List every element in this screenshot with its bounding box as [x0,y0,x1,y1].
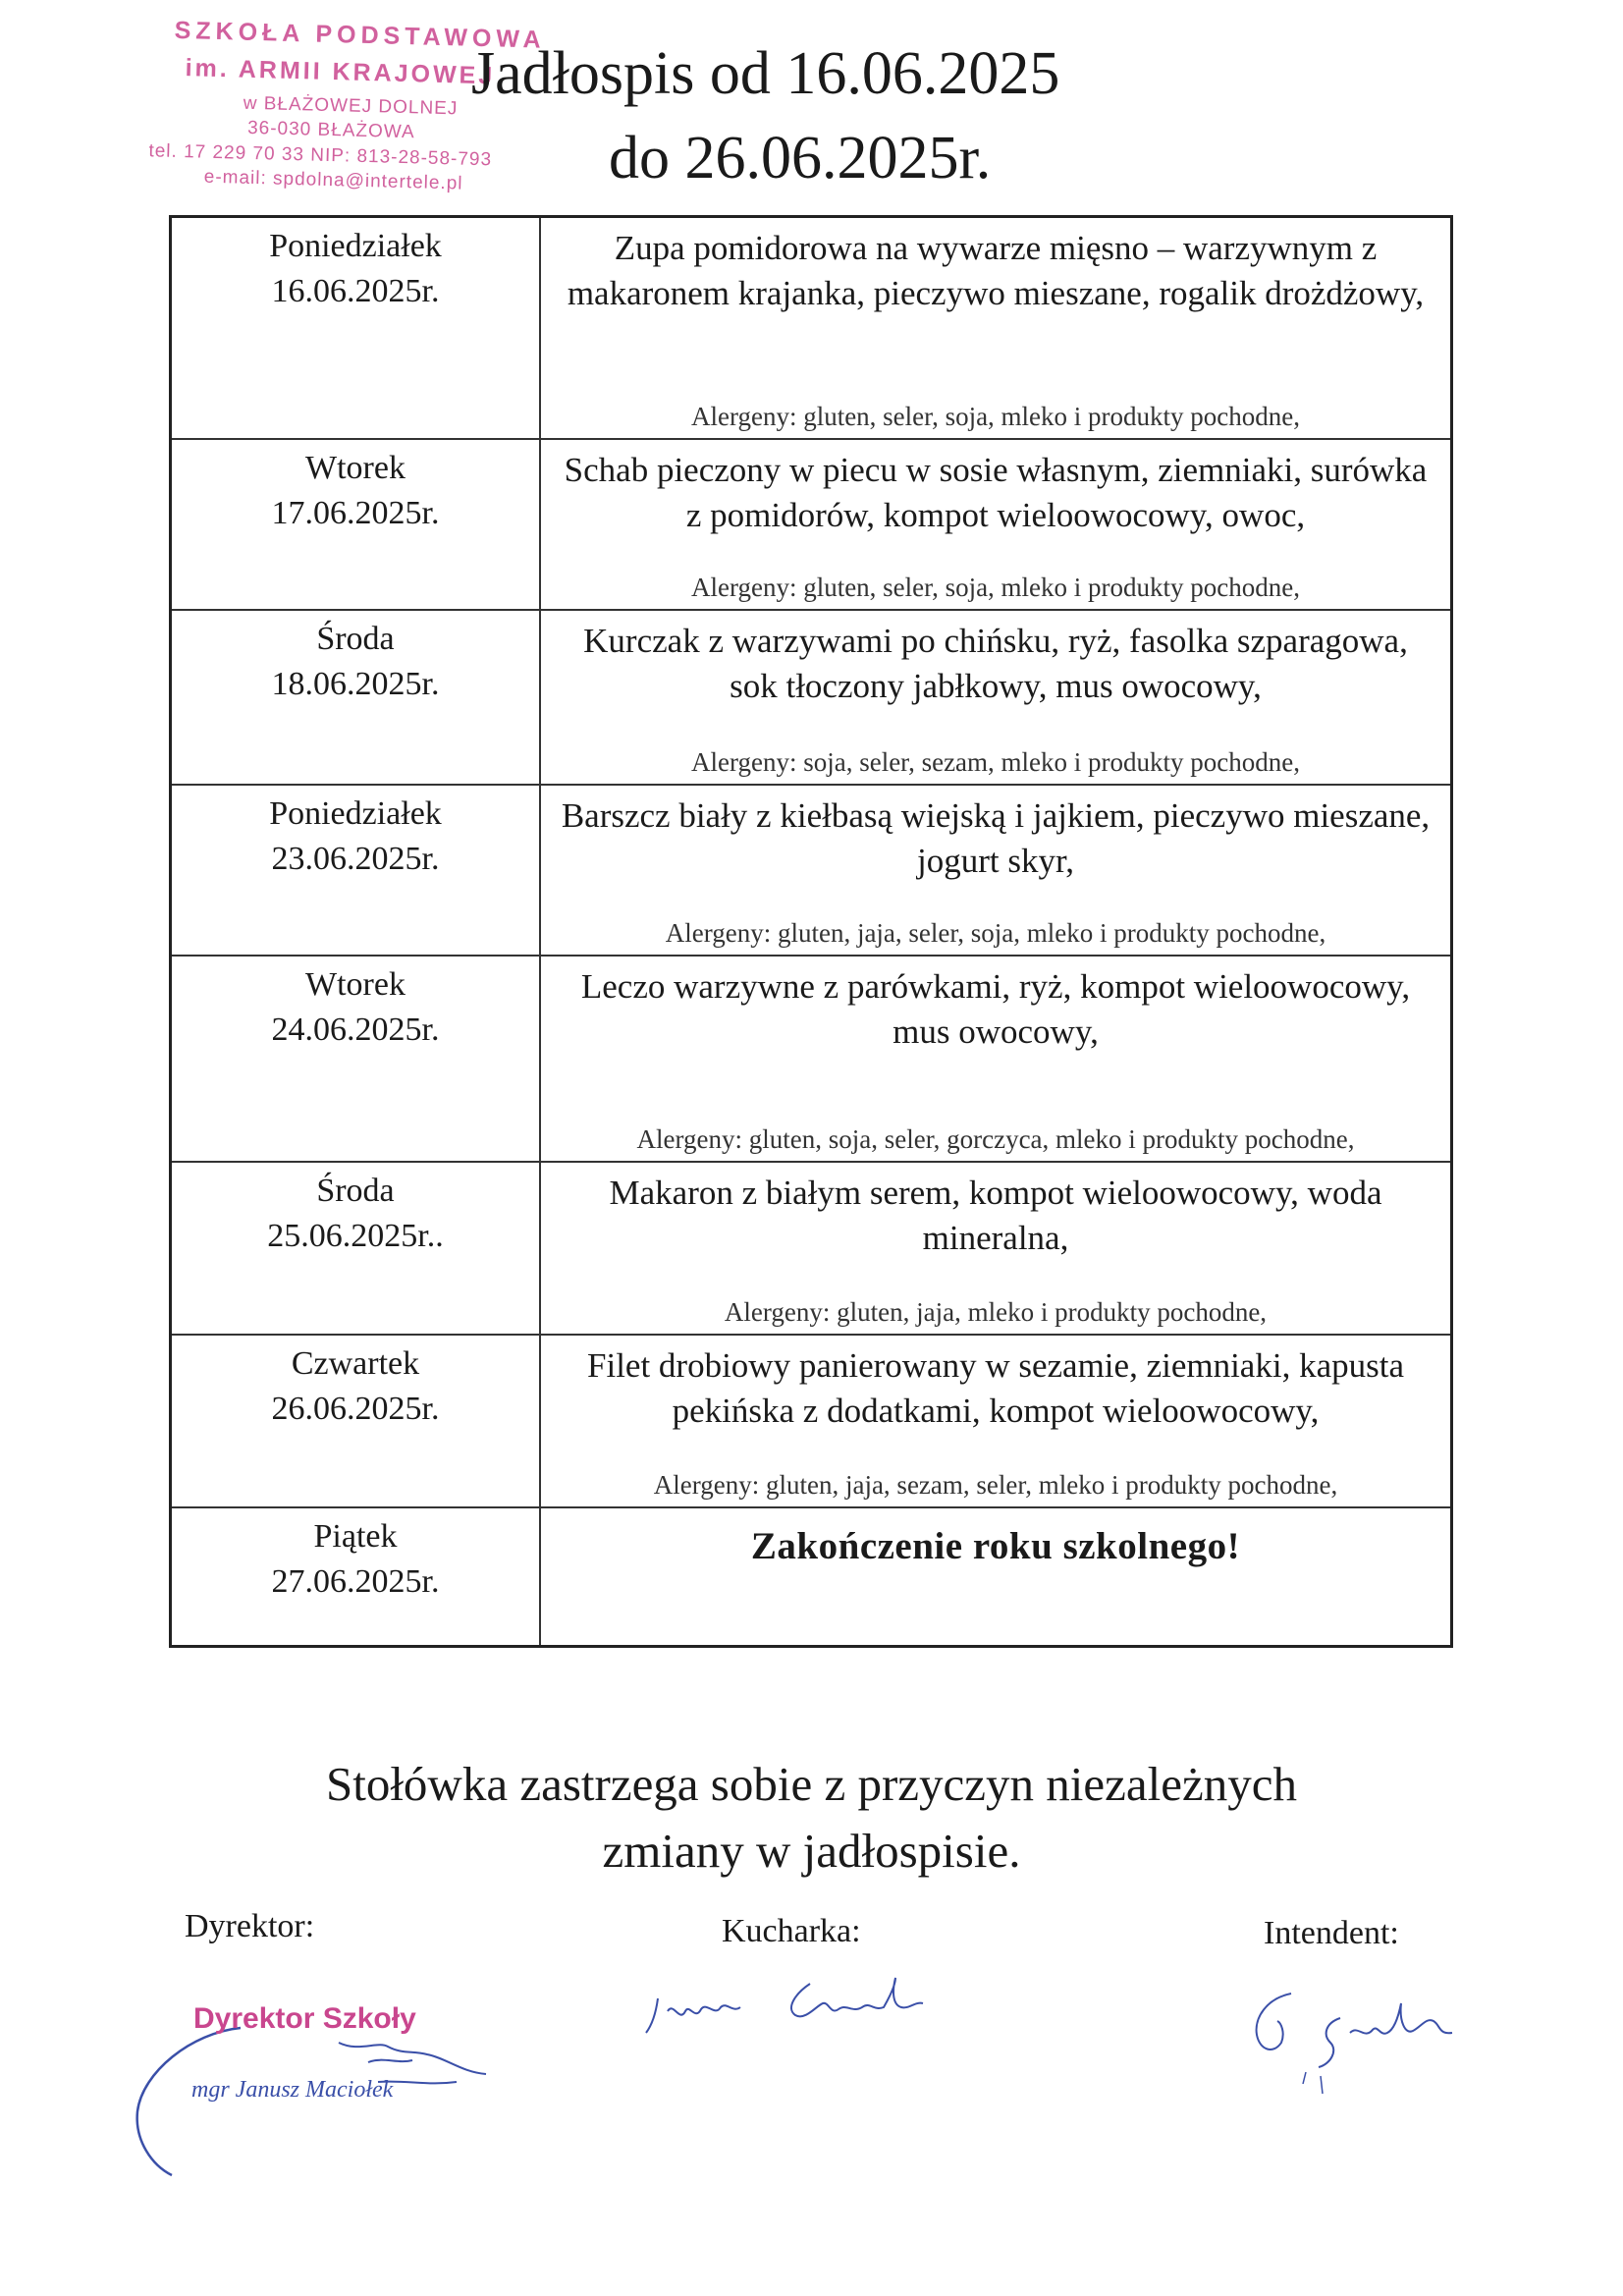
dish-description: Leczo warzywne z parówkami, ryż, kompot wieloowocowy, mus owocowy, [580,966,1411,1051]
day-name: Poniedziałek [269,228,442,264]
day-cell [171,1162,541,1335]
allergens-text: Alergeny: gluten, soja, seler, gorczyca, mleko i produkty pochodne, [636,1123,1355,1154]
dish-description: Schab pieczony w piecu w sosie własnym, ziemniaki, surówka z pomidorów, kompot wieloowocowy, owoc, [564,450,1428,534]
stamp-line-email: e-mail: spdolna@intertele.pl [203,166,463,194]
day-date: 23.06.2025r. [271,840,440,877]
day-name: Środa [316,1172,395,1209]
allergens-text: Alergeny: gluten, jaja, seler, soja, mleko i produkty pochodne, [665,917,1326,948]
director-signature-icon [133,1984,525,2180]
dish-cell [540,610,1452,785]
dish-cell [540,956,1452,1162]
dish-description: Zupa pomidorowa na wywarze mięsno – warzywnym z makaronem krajanka, pieczywo mieszane, rogalik drożdżowy, [567,229,1425,312]
menu-row [171,439,1452,610]
day-date: 25.06.2025r.. [267,1217,444,1254]
dish-cell [540,217,1452,439]
menu-row [171,956,1452,1162]
day-date: 18.06.2025r. [271,665,440,702]
day-name: Wtorek [305,965,406,1003]
page-title-line1: Jadłospis od 16.06.2025 [471,40,1060,107]
allergens-text: Alergeny: gluten, seler, soja, mleko i produkty pochodne, [690,572,1301,602]
allergens-text: Alergeny: gluten, jaja, mleko i produkty pochodne, [724,1296,1268,1327]
day-date: 17.06.2025r. [271,494,440,531]
stamp-line-postcode: 36-030 BŁAŻOWA [246,117,415,143]
day-cell [171,1507,541,1647]
day-name: Czwartek [291,1344,420,1382]
allergens-text: Alergeny: soja, seler, sezam, mleko i produkty pochodne, [690,746,1300,777]
canteen-note-line1: Stołówka zastrzega sobie z przyczyn niezależnych [325,1757,1298,1811]
dish-description: Kurczak z warzywami po chińsku, ryż, fasolka szparagowa, sok tłoczony jabłkowy, mus owocowy, [583,621,1408,705]
menu-row [171,785,1452,956]
director-signature [133,1984,525,2180]
menu-row [171,1335,1452,1507]
cook-signature [638,1964,972,2043]
day-cell [171,610,541,785]
day-cell [171,1335,541,1507]
menu-row [171,217,1452,439]
day-date: 24.06.2025r. [271,1011,440,1048]
director-label: Dyrektor: [185,1908,315,1944]
menu-row [171,1507,1452,1647]
school-year-end-notice: Zakończenie roku szkolnego! [750,1524,1241,1567]
stamp-line-locality: w BŁAŻOWEJ DOLNEJ [243,92,459,120]
menu-row [171,610,1452,785]
day-date: 16.06.2025r. [271,273,440,309]
steward-label: Intendent: [1264,1915,1399,1951]
day-cell [171,785,541,956]
stamp-line-phone: tel. 17 229 70 33 NIP: 813-28-58-793 [148,140,493,171]
director-stamp-title: Dyrektor Szkoły [193,2002,416,2035]
school-stamp [147,16,589,194]
day-name: Środa [316,620,395,657]
director-stamp-name: mgr Janusz Maciołek [191,2077,394,2103]
menu-row [171,1162,1452,1335]
dish-description: Filet drobiowy panierowany w sezamie, ziemniaki, kapusta pekińska z dodatkami, kompot wieloowocowy, [587,1345,1404,1430]
cook-label: Kucharka: [722,1913,861,1949]
day-cell [171,217,541,439]
day-date: 27.06.2025r. [271,1562,440,1600]
canteen-note [0,1751,1623,1885]
dish-description: Barszcz biały z kiełbasą wiejską i jajkiem, pieczywo mieszane, jogurt skyr, [561,795,1431,880]
page-title-line2: do 26.06.2025r. [609,125,992,191]
canteen-note-line2: zmiany w jadłospisie. [602,1824,1021,1878]
cook-signature-icon [638,1964,972,2043]
allergens-text: Alergeny: gluten, jaja, sezam, seler, mleko i produkty pochodne, [653,1469,1338,1500]
day-date: 26.06.2025r. [271,1390,440,1427]
steward-signature [1232,1974,1488,2102]
menu-table [169,215,1453,1648]
dish-cell [540,1335,1452,1507]
stamp-line-patron: im. ARMII KRAJOWEJ [185,54,496,90]
dish-cell [540,1162,1452,1335]
allergens-text: Alergeny: gluten, seler, soja, mleko i produkty pochodne, [690,401,1301,431]
day-cell [171,439,541,610]
day-name: Wtorek [305,449,406,486]
dish-cell [540,785,1452,956]
dish-cell [540,1507,1452,1647]
steward-signature-icon [1232,1974,1488,2102]
stamp-line-school: SZKOŁA PODSTAWOWA [174,16,546,54]
dish-description: Makaron z białym serem, kompot wieloowocowy, woda mineralna, [609,1173,1382,1257]
day-name: Poniedziałek [269,794,442,832]
dish-cell [540,439,1452,610]
day-name: Piątek [313,1517,398,1555]
day-cell [171,956,541,1162]
